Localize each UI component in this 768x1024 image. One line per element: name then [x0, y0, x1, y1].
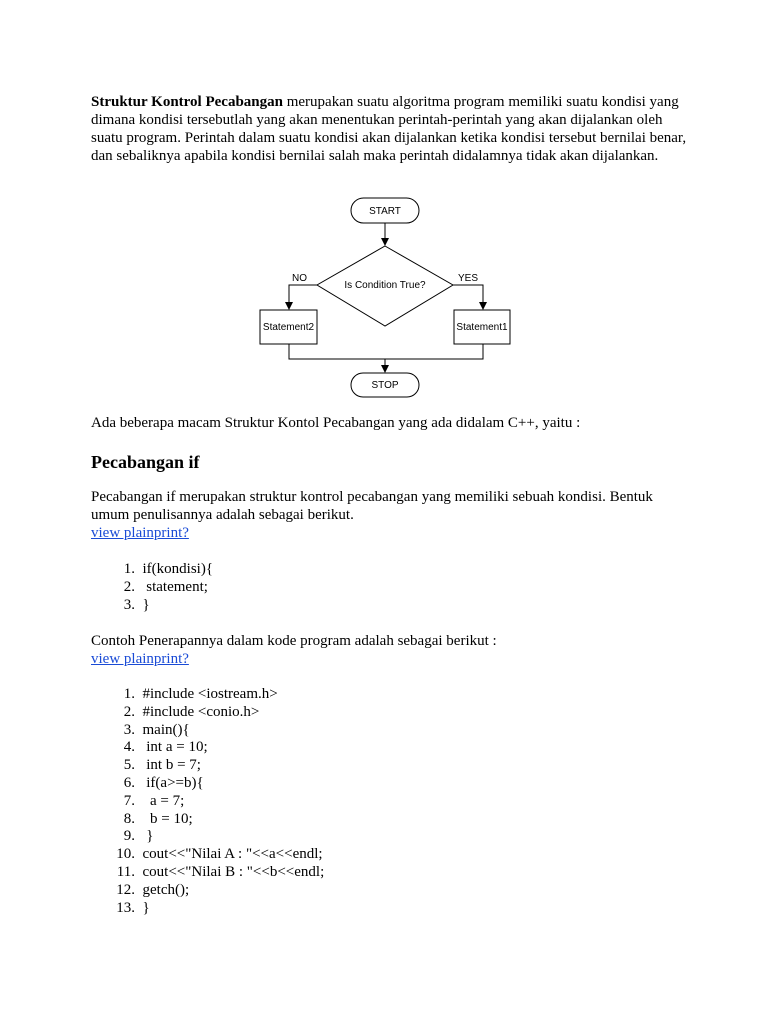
code-text: if(kondisi){ [142, 561, 214, 577]
code-line [91, 703, 324, 721]
code-text: a = 7; [142, 792, 185, 809]
line-number: 2. [123, 578, 135, 595]
code-line [91, 685, 324, 703]
code-line [91, 756, 324, 774]
code-text: getch(); [142, 881, 190, 898]
stop-label: STOP [371, 380, 399, 391]
flowchart [252, 192, 516, 402]
code-line [91, 774, 324, 792]
line-number: 4. [123, 739, 135, 756]
code-text: #include <iostream.h> [142, 686, 278, 702]
code-line [91, 845, 324, 863]
code-text: #include <conio.h> [142, 703, 260, 720]
section-heading: Pecabangan if [91, 452, 200, 472]
code-text: cout<<"Nilai B : "<<b<<endl; [142, 863, 325, 880]
code-line [91, 899, 324, 917]
code-text: } [142, 899, 150, 916]
section-paragraph: Pecabangan if merupakan struktur kontrol pecabangan yang memiliki sebuah kondisi. Bentuk umum penulisannya adalah sebagai berikut. [91, 489, 653, 523]
intro-text: merupakan suatu algoritma program memiliki suatu kondisi yang dimana kondisi tersebutlah yang akan menentukan perintah-perintah yang akan dijalankan oleh suatu program. Perintah dalam suatu kondisi akan dijalankan ketika kondisi tersebut bernilai benar, dan sebaliknya apabila kondisi bernilai salah maka perintah didalamnya tidak akan dijalankan. [91, 94, 687, 164]
line-number: 11. [116, 863, 135, 880]
line-number: 13. [116, 899, 135, 916]
connector-merge [289, 344, 483, 359]
code-line [91, 792, 324, 810]
line-number: 1. [123, 561, 135, 577]
line-number: 7. [123, 792, 135, 809]
code-text: if(a>=b){ [142, 774, 204, 791]
decision-label: Is Condition True? [344, 280, 426, 291]
line-number: 12. [116, 881, 135, 898]
statement1-label: Statement1 [456, 322, 508, 333]
line-number: 9. [123, 828, 135, 845]
code-text: cout<<"Nilai A : "<<a<<endl; [142, 846, 323, 863]
view-plainprint-link-2[interactable]: view plainprint? [91, 651, 189, 667]
code-text: int b = 7; [142, 757, 201, 774]
code-line [91, 738, 324, 756]
code-text: } [142, 828, 154, 845]
statement2-label: Statement2 [262, 322, 315, 333]
code-text: int a = 10; [142, 739, 208, 756]
connector-no [289, 285, 317, 309]
code-line [91, 810, 324, 828]
code-line [91, 578, 213, 596]
code-line [91, 596, 213, 614]
line-number: 5. [123, 757, 135, 774]
line-number: 10. [116, 846, 135, 863]
code-text: main(){ [142, 721, 190, 738]
code-text: b = 10; [142, 810, 193, 827]
example-intro: Contoh Penerapannya dalam kode program adalah sebagai berikut : [91, 633, 497, 649]
code-line [91, 863, 324, 881]
yes-label: YES [458, 273, 479, 284]
view-plainprint-link-1[interactable]: view plainprint? [91, 525, 189, 541]
start-label: START [369, 206, 401, 217]
intro-paragraph [91, 93, 691, 165]
intro-block [91, 93, 691, 165]
line-number: 3. [123, 596, 135, 613]
line-number: 6. [123, 774, 135, 791]
code-text: statement; [142, 578, 208, 595]
branch-types-intro: Ada beberapa macam Struktur Kontol Pecabangan yang ada didalam C++, yaitu : [91, 415, 581, 431]
code-text: } [142, 596, 150, 613]
code-line [91, 721, 324, 739]
syntax-list [91, 560, 213, 613]
line-number: 1. [123, 686, 135, 702]
line-number: 2. [123, 703, 135, 720]
code-line [91, 881, 324, 899]
no-label: NO [292, 273, 307, 284]
code-line [91, 827, 324, 845]
line-number: 8. [123, 810, 135, 827]
line-number: 3. [123, 721, 135, 738]
connector-yes [453, 285, 483, 309]
example-code-list [91, 685, 324, 916]
intro-bold-term: Struktur Kontrol Pecabangan [91, 94, 283, 110]
code-line [91, 560, 213, 578]
